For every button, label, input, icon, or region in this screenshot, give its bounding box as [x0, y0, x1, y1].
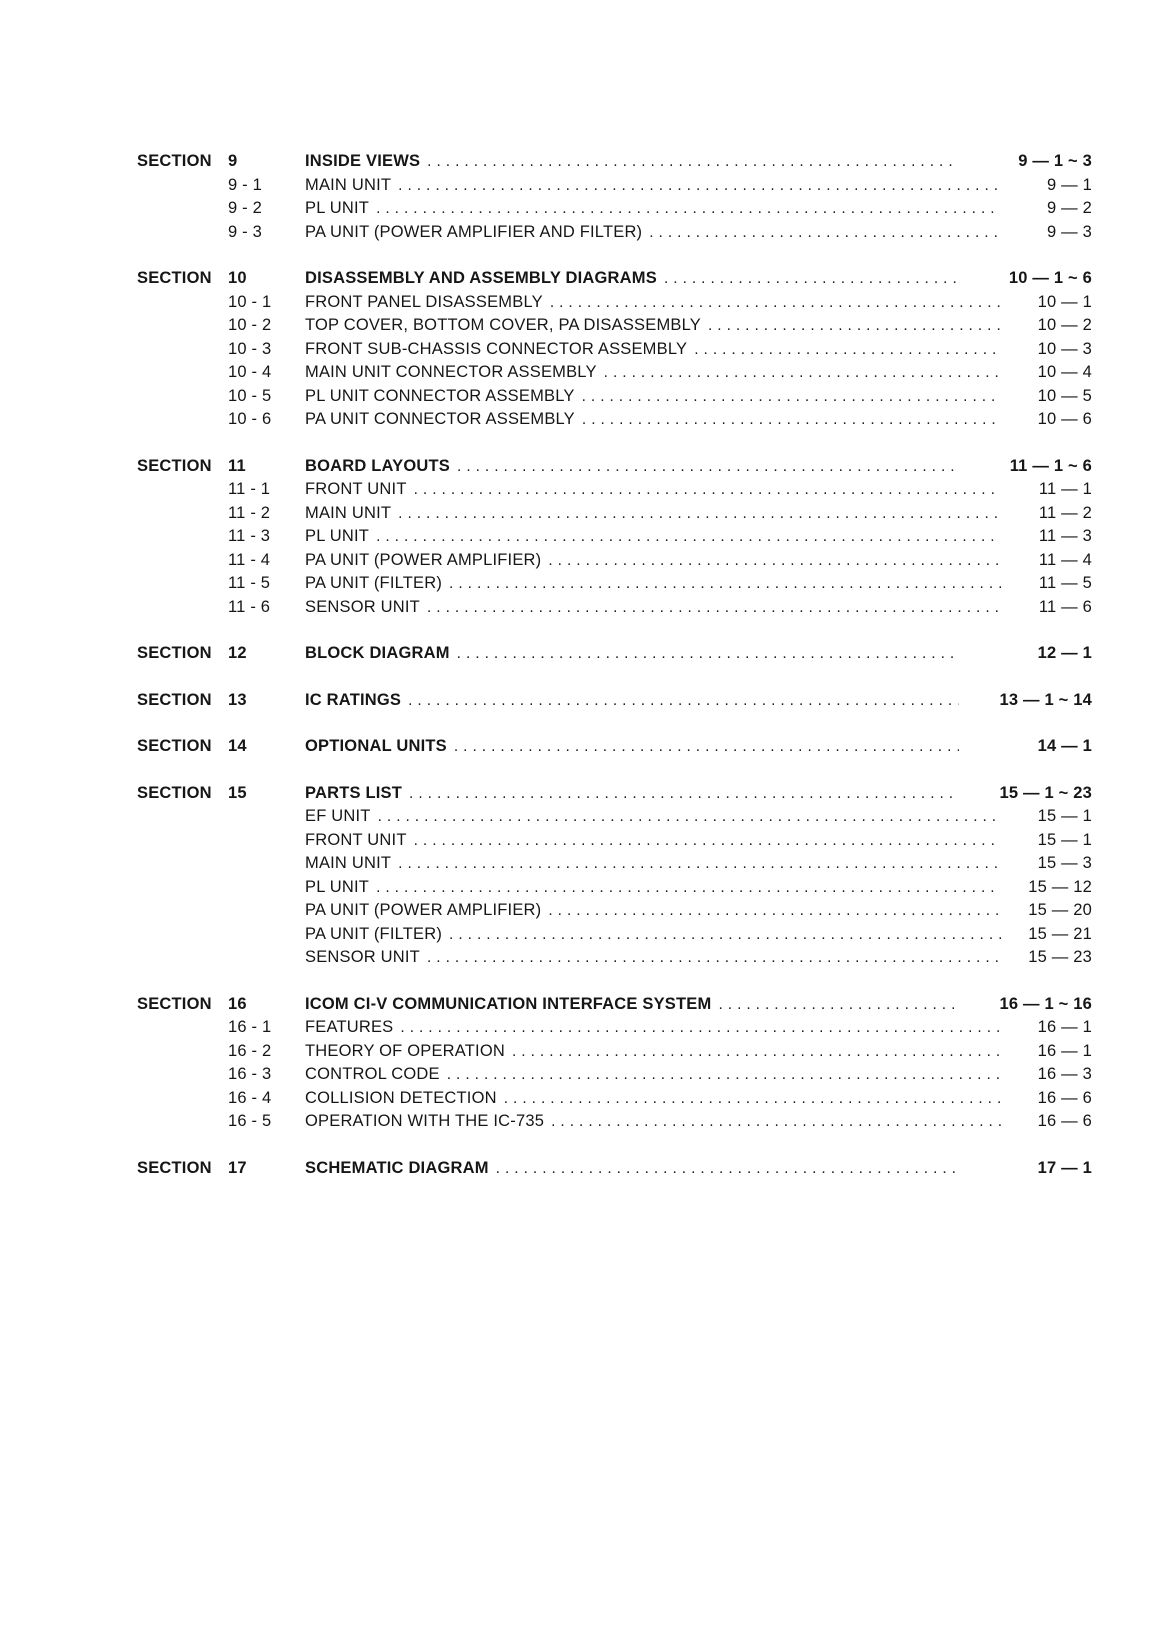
- item-number: 9 - 2: [228, 199, 263, 217]
- item-number: 10 - 2: [228, 316, 272, 334]
- item-title: PA UNIT (FILTER): [305, 574, 443, 592]
- item-title: MAIN UNIT CONNECTOR ASSEMBLY: [305, 363, 597, 381]
- item-number: 10 - 5: [228, 386, 272, 405]
- toc-entry: [137, 478, 1092, 502]
- page-number: 15 — 12: [1028, 877, 1092, 896]
- toc-entry: [137, 502, 1092, 526]
- item-title: PA UNIT (POWER AMPLIFIER): [305, 901, 542, 919]
- page-number: 13 — 1 ~ 14: [999, 690, 1092, 709]
- toc-entry: [137, 1016, 1092, 1040]
- section-title: INSIDE VIEWS: [305, 152, 421, 170]
- toc-section-heading: [137, 993, 1092, 1017]
- page-number: 10 — 5: [1037, 386, 1092, 405]
- dot-leader: [400, 1016, 1001, 1040]
- toc-section-group: [137, 267, 1092, 432]
- item-title: MAIN UNIT: [305, 503, 392, 522]
- toc-entry: [137, 829, 1092, 853]
- dot-leader: [408, 689, 959, 713]
- dot-leader: [694, 338, 1001, 362]
- page-number: 10 — 4: [1037, 363, 1092, 381]
- dot-leader: [582, 408, 1001, 432]
- toc-entry: [137, 291, 1092, 315]
- dot-leader: [447, 1063, 1001, 1087]
- toc-section-heading: [137, 267, 1092, 291]
- page-number: 15 — 3: [1037, 854, 1092, 872]
- toc-entry: [137, 1087, 1092, 1111]
- toc-section-heading: [137, 642, 1092, 666]
- toc-entry: [137, 525, 1092, 549]
- item-number: 16 - 5: [228, 1112, 272, 1130]
- dot-leader: [398, 174, 1001, 198]
- toc-entry: [137, 805, 1092, 829]
- item-number: 11 - 6: [228, 597, 271, 616]
- page-number: 11 — 2: [1038, 503, 1092, 522]
- dot-leader: [376, 876, 1001, 900]
- page-number: 16 — 3: [1037, 1065, 1092, 1083]
- item-title: PA UNIT CONNECTOR ASSEMBLY: [305, 410, 575, 428]
- toc-section-heading: [137, 1157, 1092, 1181]
- item-number: 16 - 2: [228, 1041, 272, 1060]
- toc-entry: [137, 549, 1092, 573]
- toc-section-group: [137, 1157, 1092, 1181]
- item-number: 11 - 1: [228, 480, 271, 498]
- item-title: SENSOR UNIT: [305, 597, 420, 616]
- item-number: 10 - 1: [228, 292, 272, 311]
- section-label: SECTION: [137, 269, 212, 287]
- page-number: 9 — 3: [1046, 222, 1092, 241]
- page-number: 15 — 1: [1037, 830, 1092, 849]
- page-number: 11 — 5: [1038, 574, 1092, 592]
- dot-leader: [376, 525, 1001, 549]
- item-number: 9 - 1: [228, 175, 263, 194]
- item-title: SENSOR UNIT: [305, 948, 420, 966]
- dot-leader: [718, 993, 959, 1017]
- page-number: 14 — 1: [1037, 737, 1092, 755]
- page-number: 11 — 1: [1038, 480, 1092, 498]
- toc-entry: [137, 221, 1092, 245]
- toc-entry: [137, 197, 1092, 221]
- dot-leader: [454, 735, 959, 759]
- item-number: 11 - 4: [228, 550, 271, 569]
- item-title: THEORY OF OPERATION: [305, 1041, 505, 1060]
- item-title: PL UNIT CONNECTOR ASSEMBLY: [305, 386, 575, 405]
- page-number: 15 — 21: [1028, 924, 1092, 943]
- item-title: FRONT SUB-CHASSIS CONNECTOR ASSEMBLY: [305, 339, 688, 358]
- page-number: 16 — 1 ~ 16: [999, 994, 1092, 1013]
- dot-leader: [551, 1110, 1001, 1134]
- item-number: 11 - 3: [228, 527, 271, 545]
- dot-leader: [512, 1040, 1001, 1064]
- item-title: TOP COVER, BOTTOM COVER, PA DISASSEMBLY: [305, 316, 701, 334]
- section-number: 12: [228, 644, 247, 662]
- page-number: 16 — 1: [1037, 1018, 1092, 1036]
- toc-entry: [137, 1063, 1092, 1087]
- section-title: PARTS LIST: [305, 783, 403, 802]
- dot-leader: [604, 361, 1001, 385]
- dot-leader: [649, 221, 1001, 245]
- dot-leader: [496, 1157, 959, 1181]
- toc-entry: [137, 899, 1092, 923]
- dot-leader: [457, 642, 959, 666]
- table-of-contents: [137, 150, 1092, 1203]
- toc-entry: [137, 572, 1092, 596]
- page-number: 16 — 6: [1037, 1112, 1092, 1130]
- section-title: ICOM CI-V COMMUNICATION INTERFACE SYSTEM: [305, 994, 712, 1013]
- dot-leader: [398, 502, 1001, 526]
- section-number: 11: [228, 456, 246, 475]
- section-label: SECTION: [137, 737, 212, 755]
- page-number: 10 — 3: [1037, 339, 1092, 358]
- toc-entry: [137, 174, 1092, 198]
- section-label: SECTION: [137, 644, 212, 662]
- dot-leader: [548, 899, 1001, 923]
- page-number: 9 — 1: [1046, 175, 1092, 194]
- page-number: 12 — 1: [1037, 644, 1092, 662]
- section-number: 17: [228, 1158, 247, 1177]
- section-label: SECTION: [137, 783, 212, 802]
- section-number: 9: [228, 152, 238, 170]
- page-number: 9 — 2: [1046, 199, 1092, 217]
- item-title: FRONT UNIT: [305, 480, 407, 498]
- item-number: 11 - 2: [228, 503, 271, 522]
- item-title: PA UNIT (POWER AMPLIFIER): [305, 550, 542, 569]
- toc-section-group: [137, 455, 1092, 620]
- toc-entry: [137, 946, 1092, 970]
- page-number: 10 — 6: [1037, 410, 1092, 428]
- section-number: 13: [228, 690, 247, 709]
- page-number: 11 — 3: [1038, 527, 1092, 545]
- section-number: 10: [228, 269, 247, 287]
- page-number: 11 — 4: [1038, 550, 1092, 569]
- toc-entry: [137, 1110, 1092, 1134]
- dot-leader: [664, 267, 959, 291]
- page-number: 10 — 2: [1037, 316, 1092, 334]
- page-number: 15 — 1: [1037, 807, 1092, 825]
- dot-leader: [449, 572, 1001, 596]
- section-label: SECTION: [137, 1158, 212, 1177]
- item-title: PA UNIT (FILTER): [305, 924, 443, 943]
- item-number: 10 - 4: [228, 363, 272, 381]
- toc-section-heading: [137, 455, 1092, 479]
- toc-entry: [137, 876, 1092, 900]
- section-number: 14: [228, 737, 247, 755]
- dot-leader: [457, 455, 959, 479]
- item-title: PL UNIT: [305, 877, 370, 896]
- item-number: 16 - 1: [228, 1018, 272, 1036]
- item-title: FEATURES: [305, 1018, 394, 1036]
- dot-leader: [548, 549, 1001, 573]
- toc-section-group: [137, 782, 1092, 970]
- page-number: 15 — 23: [1028, 948, 1092, 966]
- dot-leader: [427, 596, 1001, 620]
- dot-leader: [708, 314, 1001, 338]
- toc-section-group: [137, 993, 1092, 1134]
- toc-entry: [137, 408, 1092, 432]
- toc-entry: [137, 852, 1092, 876]
- dot-leader: [398, 852, 1001, 876]
- toc-section-group: [137, 642, 1092, 666]
- item-title: PA UNIT (POWER AMPLIFIER AND FILTER): [305, 222, 643, 241]
- item-title: OPERATION WITH THE IC-735: [305, 1112, 545, 1130]
- section-label: SECTION: [137, 690, 212, 709]
- item-number: 10 - 3: [228, 339, 272, 358]
- page-number: 11 — 1 ~ 6: [1009, 456, 1092, 475]
- dot-leader: [414, 478, 1001, 502]
- item-number: 16 - 4: [228, 1088, 272, 1107]
- toc-section-heading: [137, 735, 1092, 759]
- section-title: BLOCK DIAGRAM: [305, 644, 450, 662]
- toc-section-group: [137, 689, 1092, 713]
- item-number: 16 - 3: [228, 1065, 272, 1083]
- toc-section-heading: [137, 689, 1092, 713]
- page-number: 10 — 1 ~ 6: [1008, 269, 1092, 287]
- toc-entry: [137, 361, 1092, 385]
- toc-section-group: [137, 150, 1092, 244]
- page-number: 11 — 6: [1038, 597, 1092, 616]
- section-label: SECTION: [137, 994, 212, 1013]
- item-title: FRONT UNIT: [305, 830, 407, 849]
- toc-entry: [137, 314, 1092, 338]
- section-title: OPTIONAL UNITS: [305, 737, 447, 755]
- toc-section-heading: [137, 150, 1092, 174]
- dot-leader: [409, 782, 959, 806]
- toc-section-group: [137, 735, 1092, 759]
- toc-section-heading: [137, 782, 1092, 806]
- item-number: 9 - 3: [228, 222, 263, 241]
- section-title: DISASSEMBLY AND ASSEMBLY DIAGRAMS: [305, 269, 657, 287]
- page-number: 16 — 6: [1037, 1088, 1092, 1107]
- item-title: MAIN UNIT: [305, 175, 392, 194]
- page-number: 17 — 1: [1037, 1158, 1092, 1177]
- page-number: 15 — 1 ~ 23: [999, 783, 1092, 802]
- dot-leader: [449, 923, 1001, 947]
- item-title: EF UNIT: [305, 807, 371, 825]
- dot-leader: [550, 291, 1001, 315]
- page-number: 15 — 20: [1028, 901, 1092, 919]
- dot-leader: [414, 829, 1001, 853]
- page-number: 9 — 1 ~ 3: [1018, 152, 1092, 170]
- item-title: COLLISION DETECTION: [305, 1088, 497, 1107]
- item-title: FRONT PANEL DISASSEMBLY: [305, 292, 543, 311]
- dot-leader: [376, 197, 1001, 221]
- item-title: CONTROL CODE: [305, 1065, 440, 1083]
- toc-entry: [137, 1040, 1092, 1064]
- item-title: MAIN UNIT: [305, 854, 392, 872]
- section-title: BOARD LAYOUTS: [305, 456, 451, 475]
- section-number: 15: [228, 783, 247, 802]
- dot-leader: [504, 1087, 1001, 1111]
- section-title: IC RATINGS: [305, 690, 402, 709]
- page-number: 10 — 1: [1037, 292, 1092, 311]
- section-label: SECTION: [137, 456, 212, 475]
- section-number: 16: [228, 994, 247, 1013]
- section-title: SCHEMATIC DIAGRAM: [305, 1158, 489, 1177]
- toc-entry: [137, 385, 1092, 409]
- toc-entry: [137, 596, 1092, 620]
- item-number: 10 - 6: [228, 410, 272, 428]
- dot-leader: [378, 805, 1001, 829]
- item-title: PL UNIT: [305, 527, 370, 545]
- toc-entry: [137, 923, 1092, 947]
- item-number: 11 - 5: [228, 574, 271, 592]
- page-number: 16 — 1: [1037, 1041, 1092, 1060]
- section-label: SECTION: [137, 152, 212, 170]
- item-title: PL UNIT: [305, 199, 370, 217]
- toc-entry: [137, 338, 1092, 362]
- dot-leader: [582, 385, 1001, 409]
- dot-leader: [427, 150, 959, 174]
- dot-leader: [427, 946, 1001, 970]
